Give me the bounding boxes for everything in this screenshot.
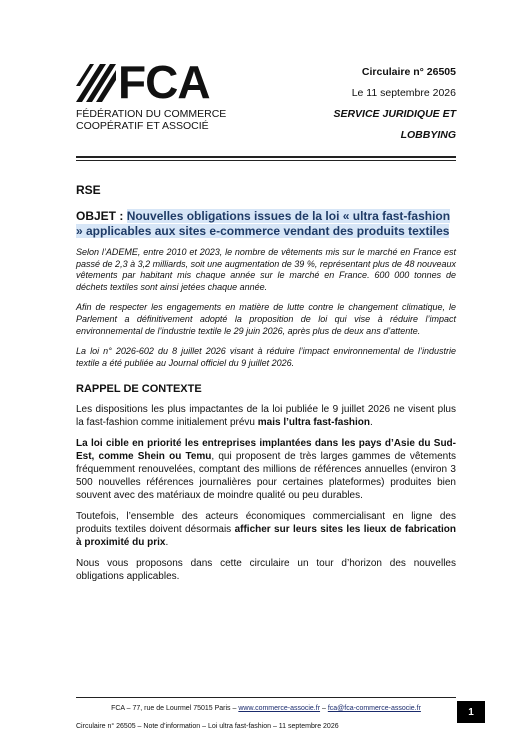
- context-p1-end: .: [370, 417, 373, 429]
- context-paragraph-4: Nous vous proposons dans cette circulaire un tour d’horizon des nouvelles obligations applicables.: [76, 558, 456, 583]
- context-p3-bold: afficher sur leurs sites les lieux de fabrication à proximité du prix: [76, 524, 457, 549]
- context-p3-text: Toutefois, l’ensemble des acteurs économiques commercialisant en ligne des produits textiles doivent désormais: [76, 511, 456, 536]
- circular-number: Circulaire n° 26505: [361, 66, 456, 78]
- context-p2-text: , qui proposent de très larges gammes de vêtements fréquemment renouvelées, comptant des millions de références annuelles (environ 3 500 nouvelles références journalières pour certaines plateformes) produites bien souvent avec des matériaux de moindre qualité ou peu durables.: [76, 451, 456, 502]
- context-p3-end: .: [165, 537, 169, 549]
- footer-reference: Circulaire n° 26505 – Note d’information – Loi ultra fast-fashion – 11 septembre 2026: [76, 723, 339, 730]
- fca-logo: [76, 56, 227, 132]
- service-name-line-1: SERVICE JURIDIQUE ET: [333, 108, 456, 120]
- logo-subtitle-line-1: FÉDÉRATION DU COMMERCE: [76, 108, 227, 120]
- header-divider-thick: [76, 156, 456, 158]
- email-link[interactable]: fca@fca-commerce-associe.fr: [327, 705, 421, 712]
- website-link[interactable]: www.commerce-associe.fr: [238, 705, 321, 712]
- context-p1-text: Les dispositions les plus impactantes de la loi publiée le 9 juillet 2026 ne visent plus la fast-fashion comme initialement prévu: [76, 404, 456, 429]
- intro-paragraph-3: La loi n° 2026-602 du 8 juillet 2026 visant à réduire l’impact environnemental de l’industrie textile a été publiée au Journal officiel du 9 juillet 2026.: [76, 346, 456, 368]
- logo-wordmark: FCA: [118, 56, 210, 108]
- document-body: [76, 183, 456, 591]
- page-number: 1: [457, 701, 485, 723]
- footer-contact: [76, 705, 456, 712]
- context-p1-bold: mais l’ultra fast-fashion: [257, 417, 370, 429]
- context-paragraph-3: [76, 510, 456, 549]
- intro-paragraph-1: Selon l’ADEME, entre 2010 et 2023, le nombre de vêtements mis sur le marché en France est passé de 2,3 à 3,2 milliards, soit une augmentation de 39 %, représentant plus de 48 nouveaux vêtements par habitant mis chaque année sur le marché en France. 600 000 tonnes de déchets textiles sont ainsi jetées chaque année.: [76, 247, 456, 292]
- footer-divider: [76, 697, 456, 698]
- context-paragraph-1: [76, 403, 456, 429]
- section-label: RSE: [76, 183, 101, 197]
- circular-date: Le 11 septembre 2026: [351, 87, 456, 99]
- document-subject: [76, 209, 456, 239]
- fca-logo-mark-icon: [76, 64, 116, 102]
- context-heading: RAPPEL DE CONTEXTE: [76, 383, 202, 396]
- intro-paragraph-2: Afin de respecter les engagements en matière de lutte contre le changement climatique, le Parlement a définitivement adopté la proposition de loi qui vise à réduire l’impact environnemental de l’industrie textile le 29 juin 2026, après plus de deux ans d’attente.: [76, 302, 456, 336]
- subject-title: Nouvelles obligations issues de la loi « ultra fast-fashion » applicables aux sites e-commerce vendant des produits textiles: [76, 209, 451, 238]
- context-p2-bold: La loi cible en priorité les entreprises implantées dans les pays d’Asie du Sud-Est, comme Shein ou Temu: [76, 438, 456, 463]
- subject-label: OBJET :: [76, 209, 124, 223]
- circular-header: [333, 62, 456, 146]
- context-paragraph-2: [76, 437, 456, 502]
- logo-subtitle-line-2: COOPÉRATIF ET ASSOCIÉ: [76, 120, 209, 132]
- footer-dash: –: [320, 705, 328, 712]
- header-divider-thin: [76, 160, 456, 161]
- footer-address: FCA – 77, rue de Lourmel 75015 Paris –: [111, 705, 239, 712]
- service-name-line-2: LOBBYING: [400, 129, 456, 141]
